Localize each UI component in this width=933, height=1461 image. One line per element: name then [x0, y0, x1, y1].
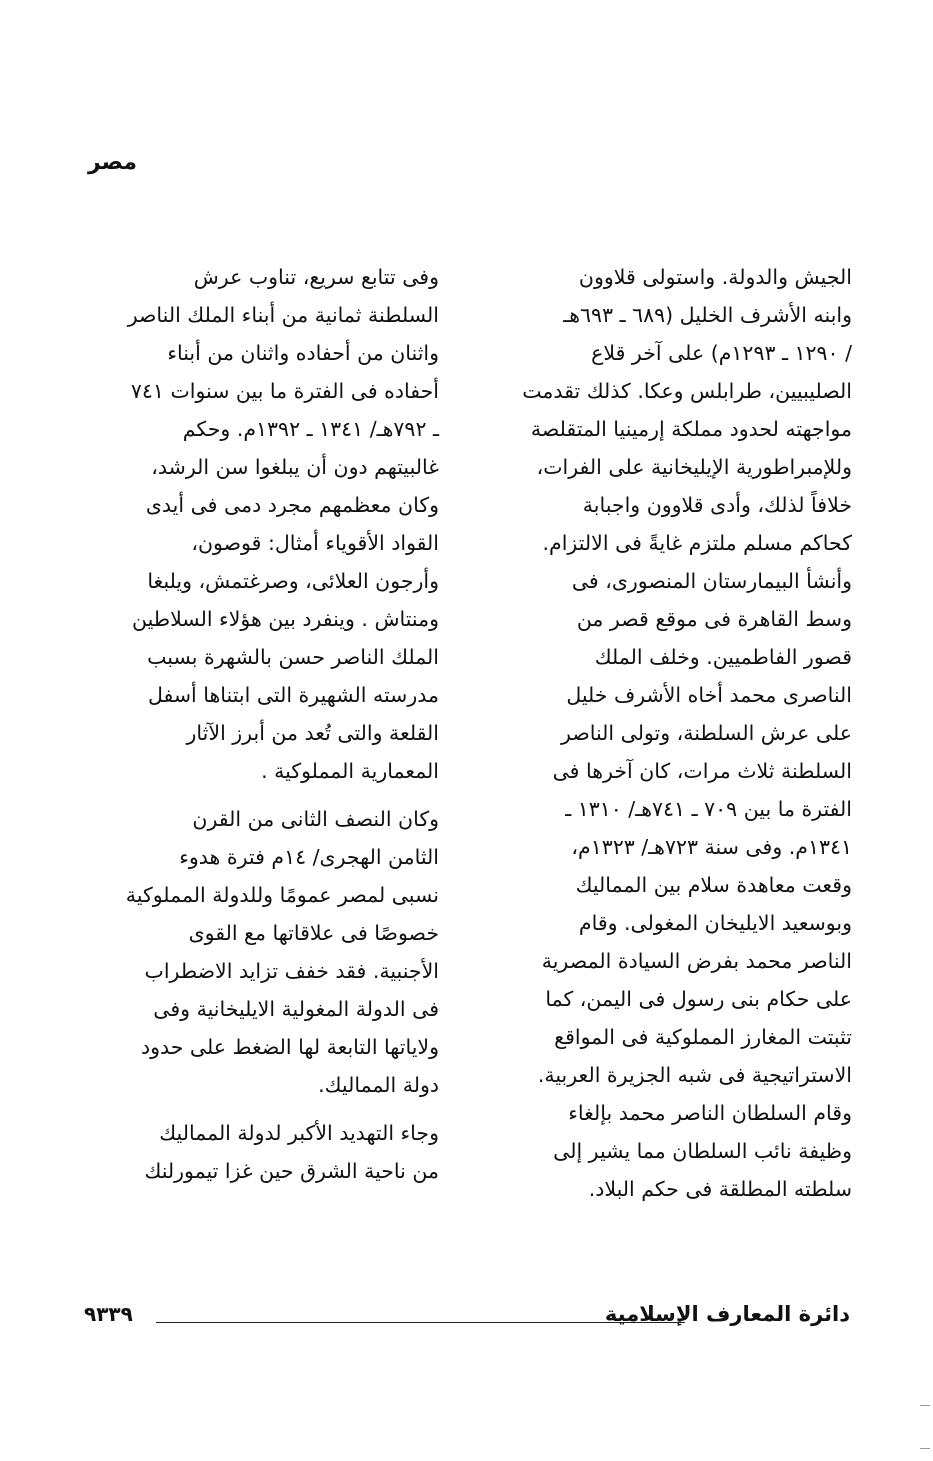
left-text-column [84, 258, 439, 1190]
scan-edge-mark [920, 1448, 930, 1449]
right-text-column [497, 258, 852, 1208]
page-number: ٩٣٣٩ [84, 1302, 133, 1326]
scan-edge-mark [920, 1405, 930, 1406]
paragraph: الجيش والدولة. واستولى قلاوون وابنه الأشرف الخليل (٦٨٩ ـ ٦٩٣هـ / ١٢٩٠ ـ ١٢٩٣م) على آخر قلاع الصليبيين، طرابلس وعكا. كذلك تقدمت مواجهته لحدود مملكة إرمينيا المتقلصة وللإمبراطورية الإيليخانية على الفرات، خلافاً لذلك، وأدى قلاوون واجبابة كحاكم مسلم ملتزم غايةً فى الالتزام. وأنشأ البيمارستان المنصورى، فى وسط القاهرة فى موقع قصر من قصور الفاطميين. وخلف الملك الناصرى محمد أخاه الأشرف خليل على عرش السلطنة، وتولى الناصر السلطنة ثلاث مرات، كان آخرها فى الفترة ما بين ٧٠٩ ـ ٧٤١هـ/ ١٣١٠ ـ ١٣٤١م. وفى سنة ٧٢٣هـ/ ١٣٢٣م، وقعت معاهدة سلام بين المماليك وبوسعيد الايليخان المغولى. وقام الناصر محمد بفرض السيادة المصرية على حكام بنى رسول فى اليمن، كما تثبتت المغارز المملوكية فى المواقع الاستراتيجية فى شبه الجزيرة العربية. وقام السلطان الناصر محمد بإلغاء وظيفة نائب السلطان مما يشير إلى سلطته المطلقة فى حكم البلاد. [522, 265, 852, 1201]
paragraph: وجاء التهديد الأكبر لدولة المماليك من ناحية الشرق حين غزا تيمورلنك [144, 1121, 439, 1183]
publication-title: دائرة المعارف الإسلامية [604, 1302, 850, 1326]
section-title: مصر [88, 150, 137, 175]
page-footer [84, 1302, 850, 1342]
paragraph: وفى تتابع سريع، تناوب عرش السلطنة ثمانية من أبناء الملك الناصر واثنان من أحفاده واثنان من أبناء أحفاده فى الفترة ما بين سنوات ٧٤١ ـ ٧٩٢هـ/ ١٣٤١ ـ ١٣٩٢م. وحكم غالبيتهم دون أن يبلغوا سن الرشد، وكان معظمهم مجرد دمى فى أيدى القواد الأقوياء أمثال: قوصون، وأرجون العلائى، وصرغتمش، ويلبغا ومنتاش . وينفرد بين هؤلاء السلاطين الملك الناصر حسن بالشهرة بسبب مدرسته الشهيرة التى ابتناها أسفل القلعة والتى تُعد من أبرز الآثار المعمارية المملوكية . [127, 265, 439, 783]
footer-rule [156, 1322, 685, 1323]
paragraph: وكان النصف الثانى من القرن الثامن الهجرى/ ١٤م فترة هدوء نسبى لمصر عمومًا وللدولة المملوكية خصوصًا فى علاقاتها مع القوى الأجنبية. فقد خفف تزايد الاضطراب فى الدولة المغولية الايليخانية وفى ولاياتها التابعة لها الضغط على حدود دولة المماليك. [125, 807, 439, 1097]
